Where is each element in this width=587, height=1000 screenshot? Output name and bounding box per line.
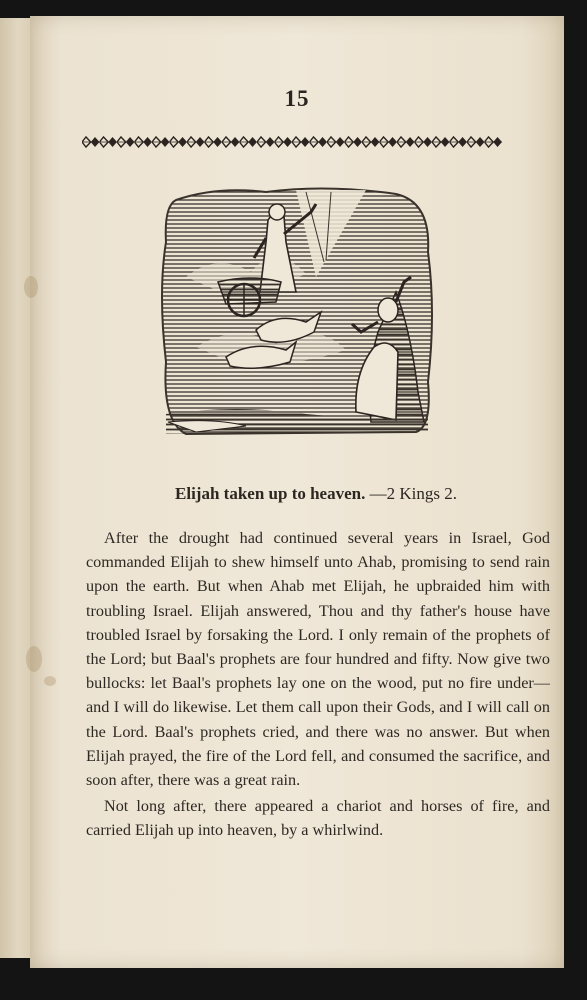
illustration-caption bbox=[80, 484, 552, 504]
paper-stain bbox=[44, 676, 56, 686]
book-page bbox=[30, 16, 564, 968]
paper-stain bbox=[26, 646, 42, 672]
paragraph: After the drought had continued several years in Israel, God commanded Elijah to shew himself unto Ahab, promising to send rain upon the earth. But when Ahab met Elijah, he upbraided him with troubling Israel. Elijah answered, Thou and thy father's house have troubled Israel by forsaking the Lord. I only remain of the prophets of the Lord; but Baal's prophets are four hundred and fifty. Now give two bullocks: let Baal's prophets lay one on the wood, put no fire under—and I will do likewise. Let them call upon their Gods, and I will call on the Lord. Baal's prophets cried, and there was no answer. But when Elijah prayed, the fire of the Lord fell, and consumed the sacrifice, and soon after, there was a great rain. bbox=[86, 529, 550, 790]
decorative-border-ornament bbox=[82, 134, 502, 150]
caption-reference: —2 Kings 2. bbox=[369, 484, 457, 503]
paragraph: Not long after, there appeared a chariot and horses of fire, and carried Elijah up into heaven, by a whirlwind. bbox=[86, 797, 550, 840]
body-text bbox=[86, 526, 550, 843]
paper-stain bbox=[24, 276, 38, 298]
page-number: 15 bbox=[284, 86, 310, 111]
caption-title: Elijah taken up to heaven. bbox=[175, 484, 366, 503]
woodcut-illustration bbox=[156, 182, 436, 454]
